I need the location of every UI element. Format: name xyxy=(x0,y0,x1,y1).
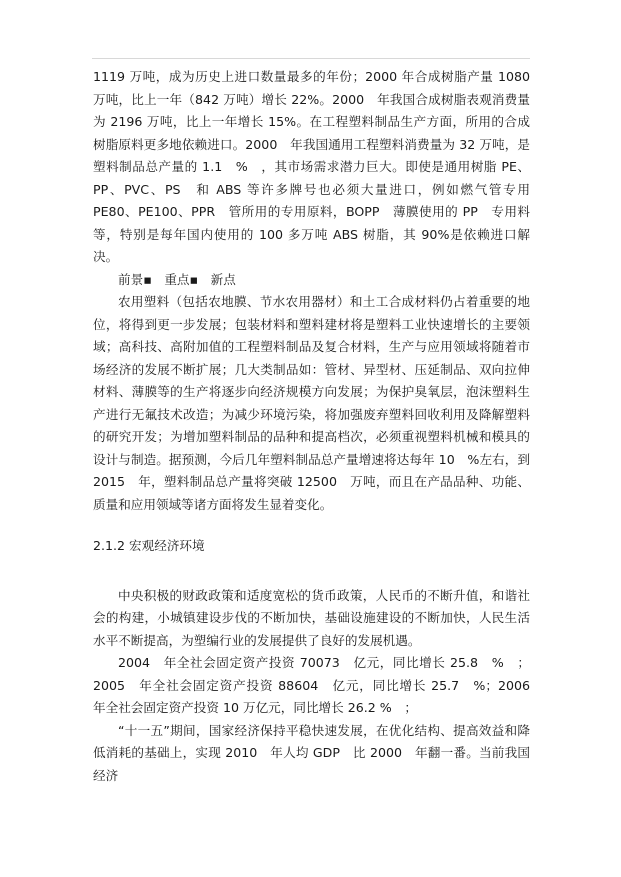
paragraph-macro-policy: 中央积极的财政政策和适度宽松的货币政策，人民币的不断升值，和谐社会的构建，小城镇建设步伐的不断加快，基础设施建设的不断加快，人民生活水平不断提高，为塑编行业的发展提供了良好的发展机遇。 xyxy=(93,587,530,648)
document-body xyxy=(93,66,543,787)
spacer xyxy=(93,558,530,585)
paragraph-fixed-investment: 2004 年全社会固定资产投资 70073 亿元，同比增长 25.8 % ；2005 年全社会固定资产投资 88604 亿元，同比增长 25.7 %；2006 年全社会固定资产投资 10 万亿元，同比增长 26.2 % ； xyxy=(93,655,543,715)
paragraph-prospects-heading: 前景▪ 重点▪ 新点 xyxy=(118,271,236,287)
paragraph-plastics-outlook: 农用塑料（包括农地膜、节水农用器材）和土工合成材料仍占着重要的地位，将得到更一步发展；包装材料和塑料建材将是塑料工业快速增长的主要领域；高科技、高附加值的工程塑料制品及复合材料，生产与应用领域将随着市场经济的发展不断扩展；几大类制品如：管材、异型材、压延制品、双向拉伸材料、薄膜等的生产将逐步向经济规模方向发展；为保护臭氧层，泡沫塑料生产进行无氟技术改造；为减少环境污染，将加强废弃塑料回收利用及降解塑料的研究开发；为增加塑料制品的品种和提高档次，必须重视塑料机械和模具的设计与制造。据预测，今后几年塑料制品总产量增速将达每年 10 %左右，到 2015 年，塑料制品总产量将突破 12500 万吨，而且在产品品种、功能、质量和应用领域等诸方面将发生显着变化。 xyxy=(93,294,530,512)
paragraph-five-year-plan: “十一五”期间，国家经济保持平稳快速发展，在优化结构、提高效益和降低消耗的基础上，实现 2010 年人均 GDP 比 2000 年翻一番。当前我国经济 xyxy=(93,722,530,783)
spacer xyxy=(93,516,530,535)
section-heading: 2.1.2 宏观经济环境 xyxy=(93,538,205,553)
paragraph-resin-imports: 1119 万吨，成为历史上进口数量最多的年份；2000 年合成树脂产量 1080 万吨，比上一年（842 万吨）增长 22%。2000 年我国合成树脂表观消费量为 2196 万吨，比上一年增长 15%。在工程塑料制品生产方面，所用的合成树脂原料更多地依赖进口。2000 年我国通用工程塑料消费量为 32 万吨，是塑料制品总产量的 1.1 % ，其市场需求潜力巨大。即使是通用树脂 PE、PP、PVC、PS 和 ABS 等许多牌号也必须大量进口，例如燃气管专用 PE80、PE100、PPR 管所用的专用原料，BOPP 薄膜使用的 PP 专用料等，特别是每年国内使用的 100 多万吨 ABS 树脂，其 90%是依赖进口解决。 xyxy=(93,69,530,264)
header-rule xyxy=(92,58,530,59)
